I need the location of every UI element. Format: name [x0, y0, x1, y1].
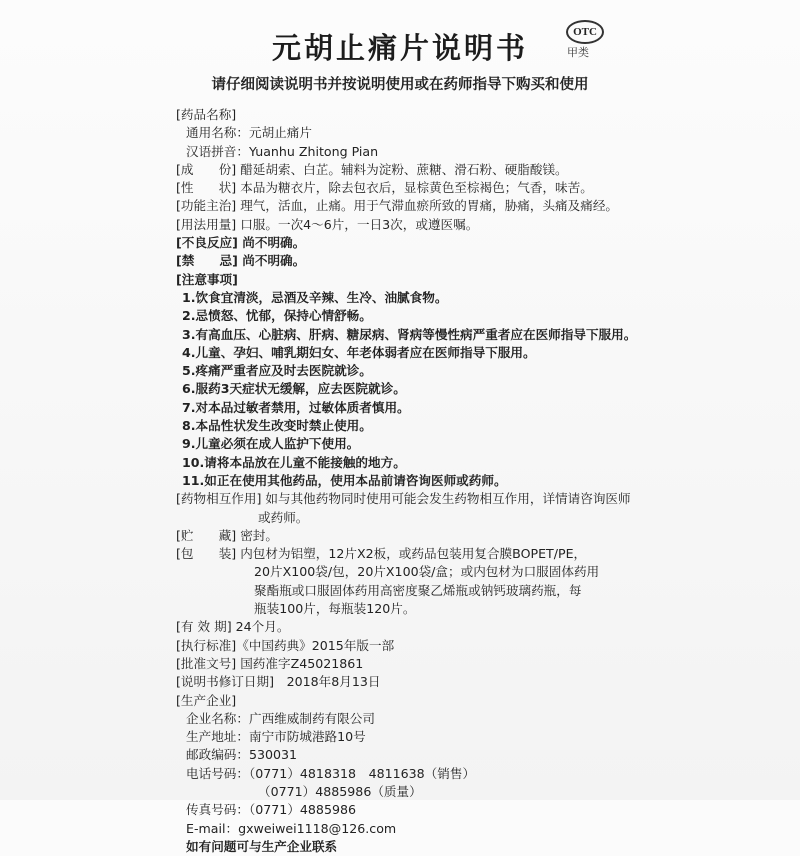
precaution-item: 1.饮食宜清淡，忌酒及辛辣、生冷、油腻食物。: [182, 289, 448, 305]
precaution-item: 7.对本品过敏者禁用，过敏体质者慎用。: [182, 399, 410, 415]
otc-class-label: 甲类: [567, 46, 589, 59]
generic-name: 通用名称：元胡止痛片: [186, 125, 312, 141]
contraindications: [禁 忌] 尚不明确。: [176, 253, 306, 269]
storage: [贮 藏] 密封。: [176, 527, 278, 543]
interactions: [药物相互作用] 如与其他药物同时使用可能会发生药物相互作用，详情请咨询医师: [176, 491, 631, 507]
phone-numbers: 电话号码：（0771）4818318 4811638（销售）: [186, 765, 476, 781]
precaution-item: 9.儿童必须在成人监护下使用。: [182, 436, 360, 452]
dosage: [用法用量] 口服。一次4～6片，一日3次，或遵医嘱。: [176, 216, 479, 232]
precaution-item: 11.如正在使用其他药品，使用本品前请咨询医师或药师。: [182, 472, 507, 488]
packaging: [包 装] 内包材为铝塑，12片X2板，或药品包装用复合膜BOPET/PE，: [176, 546, 587, 562]
revision-date: [说明书修订日期] 2018年8月13日: [176, 674, 381, 690]
pinyin-name: 汉语拼音：Yuanhu Zhitong Pian: [186, 143, 379, 159]
packaging-cont: 瓶装100片，每瓶装120片。: [254, 601, 416, 617]
adverse-reactions: [不良反应] 尚不明确。: [176, 235, 306, 251]
validity: [有 效 期] 24个月。: [176, 619, 290, 635]
properties: [性 状] 本品为糖衣片，除去包衣后，显棕黄色至棕褐色；气香，味苦。: [176, 180, 593, 196]
precautions-heading: [注意事项]: [176, 271, 238, 287]
usage-notice: 请仔细阅读说明书并按说明使用或在药师指导下购买和使用: [211, 77, 589, 93]
page-title: 元胡止痛片说明书: [271, 31, 528, 65]
otc-badge-icon: OTC: [566, 20, 604, 44]
interactions-cont: 或药师。: [258, 509, 309, 525]
fax-number: 传真号码：（0771）4885986: [186, 802, 356, 818]
phone-numbers-cont: （0771）4885986（质量）: [258, 783, 422, 799]
drug-name-heading: [药品名称]: [176, 107, 237, 122]
postcode: 邮政编码：530031: [186, 747, 298, 763]
approval-number: [批准文号] 国药准字Z45021861: [176, 655, 364, 671]
ingredients: [成 份] 醋延胡索、白芷。辅料为淀粉、蔗糖、滑石粉、硬脂酸镁。: [176, 161, 568, 177]
precaution-item: 8.本品性状发生改变时禁止使用。: [182, 418, 372, 434]
precaution-item: 5.疼痛严重者应及时去医院就诊。: [182, 363, 372, 379]
footer-contact-note: 如有问题可与生产企业联系: [186, 838, 338, 854]
precaution-item: 2.忌愤怒、忧郁，保持心情舒畅。: [182, 308, 372, 324]
company-address: 生产地址：南宁市防城港路10号: [186, 729, 366, 745]
precaution-item: 10.请将本品放在儿童不能接触的地方。: [182, 454, 406, 470]
precaution-item: 4.儿童、孕妇、哺乳期妇女、年老体弱者应在医师指导下服用。: [182, 344, 536, 360]
company-name: 企业名称：广西维威制药有限公司: [186, 710, 375, 726]
manufacturer-heading: [生产企业]: [176, 692, 237, 708]
indications: [功能主治] 理气，活血，止痛。用于气滞血瘀所致的胃痛，胁痛，头痛及痛经。: [176, 198, 619, 214]
leaflet-content: [176, 106, 736, 856]
precaution-item: 3.有高血压、心脏病、肝病、糖尿病、肾病等慢性病严重者应在医师指导下服用。: [182, 326, 637, 342]
packaging-cont: 聚酯瓶或口服固体药用高密度聚乙烯瓶或钠钙玻璃药瓶，每: [254, 582, 582, 598]
precaution-item: 6.服药3天症状无缓解，应去医院就诊。: [182, 381, 406, 397]
email-address: E-mail：gxweiwei1118@126.com: [186, 820, 397, 836]
standard: [执行标准]《中国药典》2015年版一部: [176, 637, 395, 653]
packaging-cont: 20片X100袋/包，20片X100袋/盒；或内包材为口服固体药用: [254, 564, 600, 580]
